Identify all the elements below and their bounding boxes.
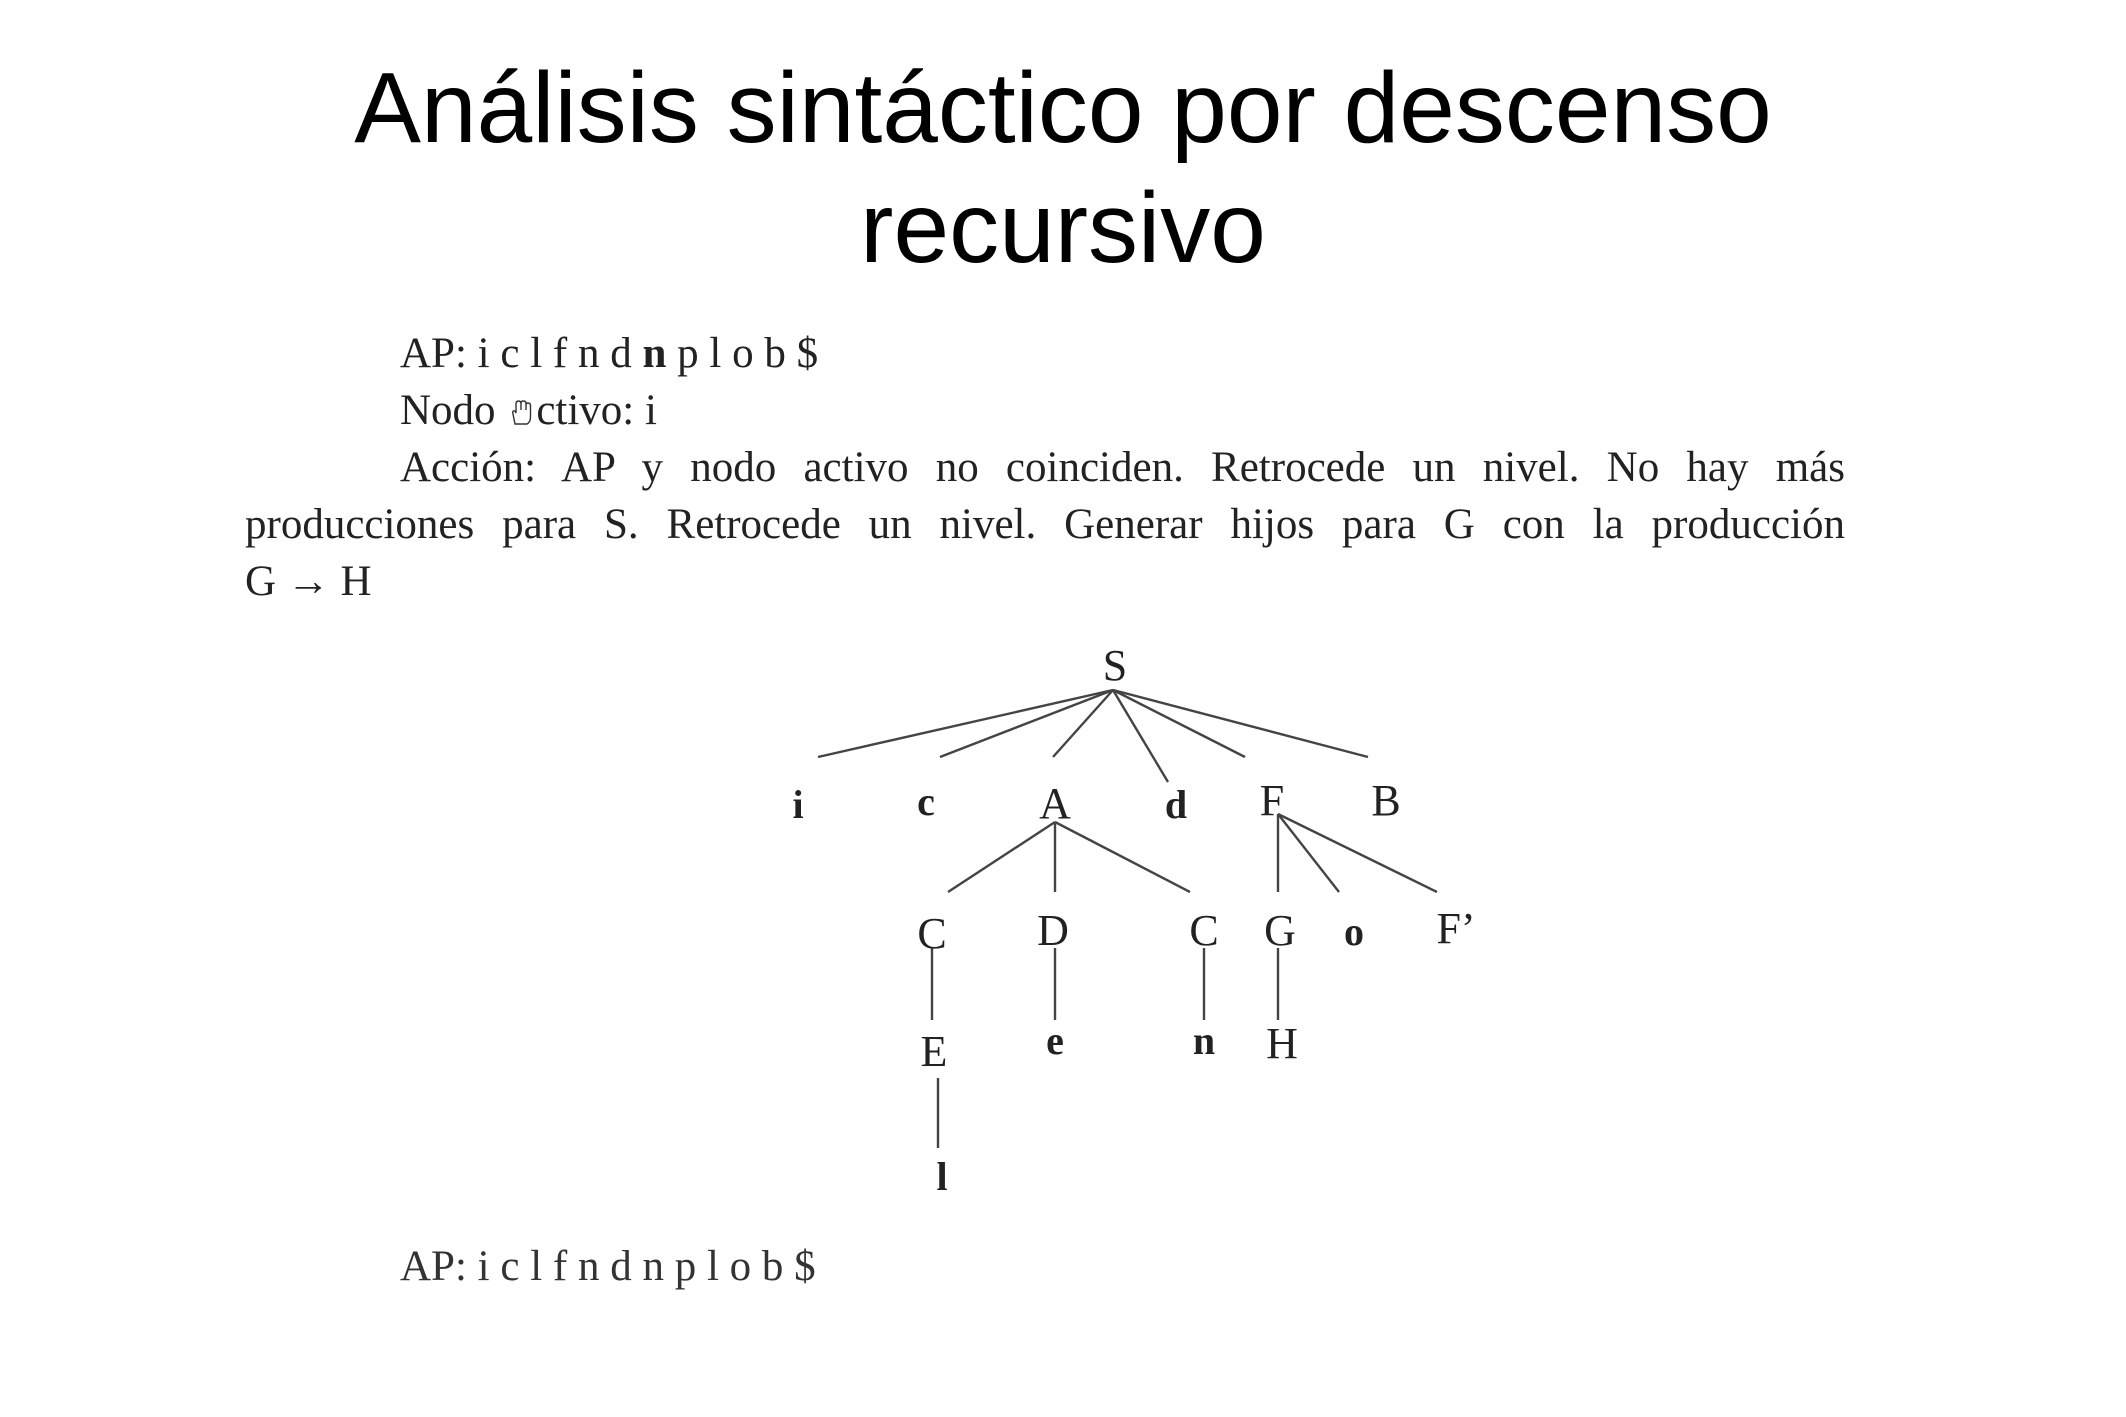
node-n: n	[1192, 1018, 1216, 1063]
node-d-upper: D	[1037, 906, 1069, 955]
node-d: d	[1164, 782, 1188, 827]
node-c2: C	[1189, 906, 1219, 955]
node-e-upper: E	[920, 1027, 948, 1076]
active-label-rest: ctivo:	[536, 387, 635, 434]
node-i: i	[792, 782, 804, 827]
node-fprime: F’	[1436, 904, 1476, 953]
next-ap-partial: AP: i c l f n d n p l o b $	[400, 1243, 816, 1290]
active-label-nodo: Nodo	[400, 387, 496, 434]
edge-a-c2	[1055, 822, 1190, 892]
node-h: H	[1266, 1019, 1298, 1068]
edge-f-o	[1278, 814, 1339, 892]
edge-s-a	[1053, 690, 1113, 757]
next-step-cutoff	[400, 1243, 920, 1290]
ap-current-symbol: n	[642, 330, 667, 377]
active-value: i	[645, 387, 657, 434]
node-f: F	[1259, 776, 1285, 825]
node-o: o	[1344, 909, 1364, 954]
node-l: l	[936, 1154, 948, 1199]
node-g: G	[1264, 906, 1296, 955]
node-a: A	[1039, 779, 1071, 828]
action-line-2: producciones para S. Retrocede un nivel. Generar hijos para G con la producción	[245, 501, 1845, 548]
edge-s-b	[1113, 690, 1368, 757]
edge-a-c1	[948, 822, 1055, 892]
edge-f-fprime	[1278, 814, 1437, 892]
node-s: S	[1102, 641, 1128, 690]
action-line-1: Acción: AP y nodo activo no coinciden. Retrocede un nivel. No hay más	[400, 444, 1845, 491]
title-line-2: recursivo	[860, 172, 1266, 284]
ap-before: i c l f n d	[477, 330, 632, 377]
title-line-1: Análisis sintáctico por descenso	[354, 52, 1772, 164]
ap-after: p l o b $	[677, 330, 819, 377]
node-c1: C	[917, 909, 947, 958]
node-b: B	[1371, 776, 1401, 825]
node-c: c	[917, 779, 935, 824]
action-line-3: G → H	[245, 558, 372, 605]
ap-label: AP:	[400, 330, 467, 377]
node-e-lower: e	[1046, 1018, 1064, 1063]
